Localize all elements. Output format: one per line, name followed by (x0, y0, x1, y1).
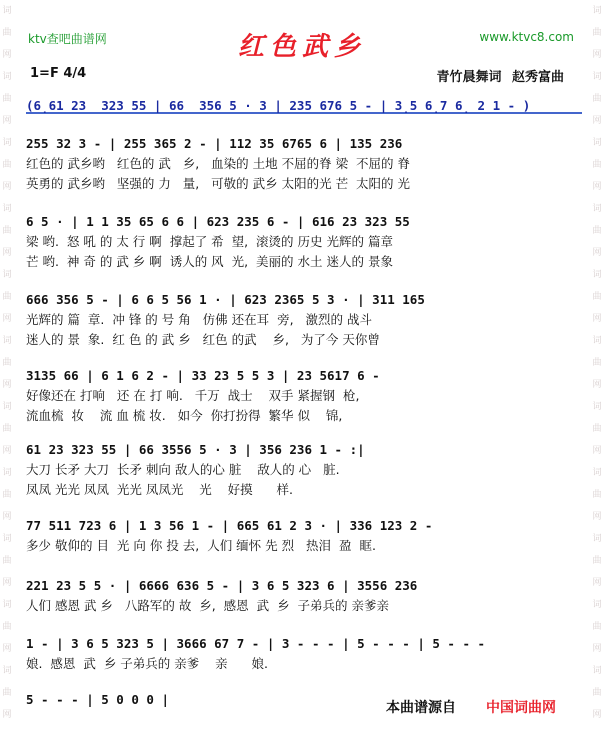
watermark-glyph: 曲 (2, 160, 12, 170)
source-site: 中国词曲网 (486, 700, 556, 716)
notation-line: 6 5 · | 1 1 35 65 6 6 | 623 235 6 - | 616 23 323 55 (26, 214, 410, 229)
source-label: 本曲谱源自 (386, 700, 456, 716)
watermark-glyph: 网 (2, 116, 12, 126)
lyric-line: 凤凤 光光 凤凤 光光 凤凤光 光 好摸 样. (26, 482, 293, 497)
lyric-line: 红色的 武乡哟 红色的 武 乡, 血染的 土地 不屈的脊 梁 不屈的 脊 (26, 156, 411, 171)
watermark-glyph: 网 (2, 710, 12, 720)
watermark-glyph: 曲 (2, 490, 12, 500)
watermark-glyph: 词 (592, 600, 602, 610)
watermark-glyph: 网 (592, 710, 602, 720)
watermark-glyph: 网 (2, 446, 12, 456)
lyric-line: 光辉的 篇 章. 冲 锋 的 号 角 仿佛 还在耳 旁, 激烈的 战斗 (26, 312, 372, 327)
watermark-glyph: 网 (2, 314, 12, 324)
intro-notation-line: (6̣61 23 323 55 | 66 356 5 · 3 | 235 676 5 - | 3̣5 6̣7 6̣ 2 1 - ) (26, 98, 531, 113)
notation-line: 255 32 3 - | 255 365 2 - | 112 35 6765 6 | 135 236 (26, 136, 403, 151)
watermark-glyph: 网 (592, 446, 602, 456)
watermark-glyph: 词 (2, 666, 12, 676)
score-system (26, 96, 582, 116)
watermark-glyph: 曲 (592, 226, 602, 236)
watermark-glyph: 网 (592, 314, 602, 324)
score-system (26, 576, 582, 616)
watermark-glyph: 词 (2, 468, 12, 478)
watermark-glyph: 曲 (592, 622, 602, 632)
watermark-glyph: 词 (2, 336, 12, 346)
watermark-glyph: 曲 (2, 358, 12, 368)
watermark-glyph: 曲 (2, 226, 12, 236)
notation-line: 1 - | 3 6 5 323 5 | 3666 67 7 - | 3 - - - | 5 - - - | 5 - - - (26, 636, 486, 651)
notation-line: 666 356 5 - | 6 6 5 56 1 · | 623 2365 5 3 · | 311 165 (26, 292, 425, 307)
watermark-glyph: 网 (2, 248, 12, 258)
watermark-glyph: 曲 (2, 688, 12, 698)
watermark-glyph: 网 (2, 380, 12, 390)
credits: 青竹晨舞词 赵秀富曲 (436, 70, 564, 85)
lyric-line: 人们 感恩 武 乡 八路军的 故 乡, 感恩 武 乡 子弟兵的 亲爹亲 (26, 598, 389, 613)
watermark-glyph: 词 (592, 402, 602, 412)
watermark-glyph: 网 (2, 182, 12, 192)
watermark-glyph: 曲 (2, 622, 12, 632)
watermark-glyph: 网 (2, 512, 12, 522)
watermark-glyph: 词 (592, 270, 602, 280)
watermark-glyph: 词 (592, 534, 602, 544)
score-system (26, 634, 582, 674)
watermark-glyph: 曲 (592, 358, 602, 368)
lyric-line: 好像还在 打响 还 在 打 响. 千万 战士 双手 紧握钢 枪, (26, 388, 360, 403)
watermark-glyph: 曲 (592, 688, 602, 698)
lyric-line: 迷人的 景 象. 红 色 的 武 乡 红色 的武 乡, 为了今 天你曾 (26, 332, 380, 347)
watermark-glyph: 网 (592, 644, 602, 654)
watermark-glyph: 词 (2, 138, 12, 148)
watermark-glyph: 词 (2, 6, 12, 16)
watermark-glyph: 网 (592, 578, 602, 588)
watermark-glyph: 词 (592, 666, 602, 676)
watermark-glyph: 词 (2, 402, 12, 412)
key-signature: 1=F 4/4 (30, 66, 87, 81)
left-watermark-strip (0, 0, 14, 743)
watermark-glyph: 词 (2, 534, 12, 544)
watermark-glyph: 词 (592, 138, 602, 148)
watermark-glyph: 曲 (592, 94, 602, 104)
watermark-glyph: 曲 (2, 556, 12, 566)
watermark-glyph: 网 (592, 512, 602, 522)
watermark-glyph: 词 (2, 270, 12, 280)
watermark-glyph: 词 (592, 336, 602, 346)
score-system (26, 440, 582, 500)
watermark-glyph: 曲 (592, 490, 602, 500)
watermark-glyph: 曲 (592, 556, 602, 566)
lyric-line: 梁 哟. 怒 吼 的 太 行 啊 撑起了 希 望, 滚烫的 历史 光辉的 篇章 (26, 234, 393, 249)
lyric-line: 大刀 长矛 大刀 长矛 刺向 敌人的心 脏 敌人的 心 脏. (26, 462, 340, 477)
watermark-glyph: 词 (2, 72, 12, 82)
lyric-line: 英勇的 武乡哟 坚强的 力 量, 可敬的 武乡 太阳的光 芒 太阳的 光 (26, 176, 411, 191)
watermark-glyph: 曲 (2, 424, 12, 434)
watermark-glyph: 网 (592, 182, 602, 192)
watermark-glyph: 词 (592, 468, 602, 478)
watermark-glyph: 网 (2, 644, 12, 654)
notation-line: 5 - - - | 5 0 0 0 | (26, 692, 169, 707)
score-system (26, 366, 582, 426)
lyric-line: 流血梳 妆 流 血 梳 妆. 如今 你打扮得 繁华 似 锦, (26, 408, 343, 423)
lyric-line: 多少 敬仰的 目 光 向 你 投 去, 人们 缅怀 先 烈 热泪 盈 眶. (26, 538, 376, 553)
score-system (26, 134, 582, 194)
watermark-glyph: 曲 (592, 424, 602, 434)
lyric-line: 芒 哟. 神 奇 的 武 乡 啊 诱人的 风 光, 美丽的 水土 迷人的 景象 (26, 254, 393, 269)
watermark-glyph: 词 (592, 6, 602, 16)
watermark-glyph: 网 (592, 248, 602, 258)
watermark-glyph: 网 (592, 50, 602, 60)
notation-line: 61 23 323 55 | 66 3556 5 · 3 | 356 236 1 - :| (26, 442, 365, 457)
watermark-glyph: 词 (2, 204, 12, 214)
watermark-glyph: 网 (2, 578, 12, 588)
site-url-right: www.ktvc8.com (479, 30, 574, 44)
notation-line: 3135 66 | 6 1 6 2 - | 33 23 5 5 3 | 23 5617 6 - (26, 368, 380, 383)
watermark-glyph: 曲 (2, 292, 12, 302)
watermark-glyph: 曲 (592, 28, 602, 38)
watermark-glyph: 词 (592, 72, 602, 82)
watermark-glyph: 曲 (592, 160, 602, 170)
watermark-glyph: 曲 (2, 94, 12, 104)
watermark-glyph: 曲 (2, 28, 12, 38)
watermark-glyph: 网 (2, 50, 12, 60)
notation-line: 221 23 5 5 · | 6666 636 5 - | 3 6 5 323 6 | 3556 236 (26, 578, 418, 593)
score-system (26, 290, 582, 350)
watermark-glyph: 网 (592, 116, 602, 126)
watermark-glyph: 词 (592, 204, 602, 214)
watermark-glyph: 曲 (592, 292, 602, 302)
right-watermark-strip (590, 0, 604, 743)
lyric-line: 娘. 感恩 武 乡 子弟兵的 亲爹 亲 娘. (26, 656, 268, 671)
score-system (26, 516, 582, 556)
score-system (26, 212, 582, 272)
site-label-left: ktv查吧曲谱网 (28, 32, 107, 46)
watermark-glyph: 词 (2, 600, 12, 610)
notation-line: 77 511 723 6 | 1 3 56 1 - | 665 61 2 3 · | 336 123 2 - (26, 518, 433, 533)
song-title: 红色武乡 (237, 32, 366, 62)
watermark-glyph: 网 (592, 380, 602, 390)
